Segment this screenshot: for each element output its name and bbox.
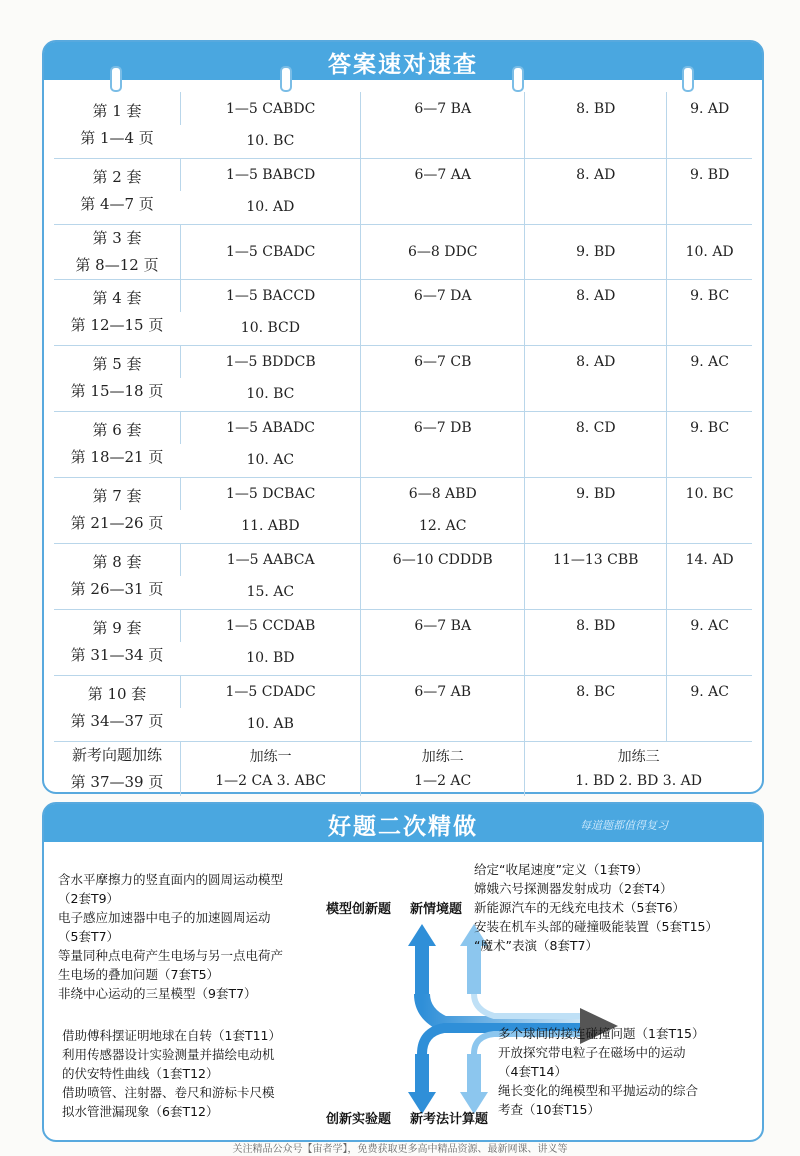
new-calc-list [498, 1024, 758, 1119]
answer-cell [525, 576, 667, 609]
answer-cell: 11—13 CBB [525, 543, 667, 576]
extra-cell-answer: 1—2 AC [414, 772, 472, 789]
answer-panel-header [44, 42, 762, 80]
answer-cell: 10. BCD [240, 320, 300, 337]
answer-cell: 6—7 AB [361, 675, 525, 708]
answer-cell: 9. AC [667, 609, 752, 642]
answer-cell [361, 576, 525, 609]
set-number: 第 6 套 [92, 421, 142, 439]
answer-cell: 6—7 BA [361, 92, 525, 125]
answer-cell: 1—5 BACCD [181, 279, 361, 312]
answer-cell [525, 125, 667, 158]
answer-cell: 10. BC [246, 386, 295, 403]
set-label [54, 411, 181, 477]
set-number: 第 10 套 [87, 685, 147, 703]
answer-cell: 1—5 BABCD [181, 158, 361, 191]
set-pages: 第 31—34 页 [70, 646, 164, 664]
extra-title: 新考向题加练 [71, 745, 162, 764]
answer-row [54, 158, 752, 191]
answer-cell: 9. BD [525, 224, 667, 279]
extra-cell-title: 加练三 [617, 748, 660, 765]
extra-cell-answer: 1. BD 2. BD 3. AD [575, 772, 702, 789]
answer-cell: 10. AD [246, 199, 295, 216]
set-label [54, 477, 181, 543]
answer-panel [42, 40, 764, 794]
extra-pages: 第 37—39 页 [70, 772, 164, 791]
review-panel-title: 好题二次精做 [328, 814, 478, 840]
answer-panel-title: 答案速对速查 [328, 52, 478, 78]
answer-row [54, 345, 752, 378]
set-label [54, 675, 181, 741]
answer-cell [667, 125, 752, 158]
extra-cell [181, 741, 361, 796]
binder-ring-icon [280, 66, 292, 92]
answer-cell: 8. BD [525, 92, 667, 125]
binder-ring-icon [512, 66, 524, 92]
category-experiment-label: 创新实验题 [326, 1112, 392, 1127]
arrow-main-1 [422, 994, 584, 1024]
answer-cell [525, 378, 667, 411]
new-situation-list [474, 860, 760, 955]
set-pages: 第 21—26 页 [70, 514, 164, 532]
answer-cell: 6—7 AA [361, 158, 525, 191]
answer-cell [667, 444, 752, 477]
answer-cell: 10. BC [667, 477, 752, 510]
answer-cell: 8. AD [525, 158, 667, 191]
model-innovation-list [58, 870, 338, 1003]
answer-cell: 9. BC [667, 279, 752, 312]
answer-cell: 10. BD [246, 650, 295, 667]
review-item: “魔术”表演（8套T7） [474, 938, 598, 953]
answer-row [54, 543, 752, 576]
answer-cell [525, 642, 667, 675]
set-pages: 第 12—15 页 [70, 316, 164, 334]
review-item: （2套T9） [58, 891, 120, 906]
answer-cell: 1—5 BDDCB [181, 345, 361, 378]
set-pages: 第 18—21 页 [70, 448, 164, 466]
review-item: 电子感应加速器中电子的加速圆周运动 [58, 910, 271, 925]
extra-cell [361, 741, 525, 796]
answer-cell: 6—7 BA [361, 609, 525, 642]
answer-cell: 10. AD [667, 224, 752, 279]
answer-cell: 6—7 DB [361, 411, 525, 444]
category-model-label: 模型创新题 [326, 902, 392, 917]
category-situation-label: 新情境题 [410, 902, 463, 917]
answer-cell: 9. AC [667, 345, 752, 378]
answer-cell: 9. BD [525, 477, 667, 510]
binder-ring-icon [682, 66, 694, 92]
answer-cell: 15. AC [246, 584, 295, 601]
answer-cell [667, 708, 752, 741]
answer-cell: 6—7 DA [361, 279, 525, 312]
extra-practice-row [54, 741, 752, 796]
answer-cell: 10. AB [246, 716, 294, 733]
answer-cell: 1—5 AABCA [181, 543, 361, 576]
answer-cell [361, 125, 525, 158]
extra-cell-answer: 1—2 CA 3. ABC [215, 772, 326, 789]
set-label [54, 345, 181, 411]
set-pages: 第 26—31 页 [70, 580, 164, 598]
answer-cell: 12. AC [361, 510, 525, 543]
answer-cell [667, 191, 752, 224]
footer-note: 关注精品公众号【宙者学】，免费获取更多高中精品资源、最新网课、讲义等 [232, 1144, 568, 1155]
review-item: 给定“收尾速度”定义（1套T9） [474, 862, 648, 877]
answer-row [54, 92, 752, 125]
extra-cell-title: 加练二 [421, 748, 464, 765]
answer-row [54, 411, 752, 444]
answer-cell: 1—5 CCDAB [181, 609, 361, 642]
set-number: 第 1 套 [92, 101, 142, 120]
set-label [54, 224, 181, 279]
extra-label [54, 741, 181, 796]
set-label [54, 92, 181, 158]
answer-cell: 9. BC [667, 411, 752, 444]
set-number: 第 8 套 [92, 553, 142, 571]
review-item: （4套T14） [498, 1064, 567, 1079]
set-number: 第 7 套 [92, 487, 142, 505]
set-label [54, 543, 181, 609]
answer-cell: 11. ABD [241, 518, 300, 535]
answer-cell: 1—5 CBADC [181, 224, 361, 279]
answer-table [54, 92, 752, 796]
answer-cell [361, 708, 525, 741]
arrow-up-model-head [408, 924, 436, 946]
answer-cell [525, 191, 667, 224]
answer-cell: 1—5 CDADC [181, 675, 361, 708]
set-pages: 第 34—37 页 [70, 712, 164, 730]
answer-cell: 8. BD [525, 609, 667, 642]
binder-ring-icon [110, 66, 122, 92]
review-item: 非绕中心运动的三星模型（9套T7） [58, 986, 257, 1001]
answer-cell: 8. AD [525, 279, 667, 312]
answer-row [54, 279, 752, 312]
answer-cell [667, 510, 752, 543]
answer-cell [525, 708, 667, 741]
answer-cell [525, 312, 667, 345]
set-pages: 第 8—12 页 [75, 255, 159, 274]
set-number: 第 5 套 [92, 355, 142, 373]
review-item: 新能源汽车的无线充电技术（5套T6） [474, 900, 686, 915]
review-item: 利用传感器设计实验测量并描绘电动机 [62, 1047, 275, 1062]
answer-cell [361, 312, 525, 345]
answer-cell: 1—5 DCBAC [181, 477, 361, 510]
answer-cell [667, 642, 752, 675]
review-panel-header [44, 804, 762, 842]
review-item: 含水平摩擦力的竖直面内的圆周运动模型 [58, 872, 284, 887]
answer-cell [667, 378, 752, 411]
review-panel [42, 802, 764, 1142]
review-panel-tagline: 每道题都值得复习 [580, 819, 668, 832]
answer-cell: 6—10 CDDDB [361, 543, 525, 576]
review-item: （5套T7） [58, 929, 120, 944]
set-number: 第 3 套 [92, 228, 142, 247]
answer-cell [667, 576, 752, 609]
answer-cell: 10. BC [246, 133, 295, 150]
answer-cell: 6—7 CB [361, 345, 525, 378]
review-item: 生电场的叠加问题（7套T5） [58, 967, 220, 982]
review-item: 的伏安特性曲线（1套T12） [62, 1066, 219, 1081]
set-label [54, 279, 181, 345]
review-item: 拟水管泄漏现象（6套T12） [62, 1104, 219, 1119]
answer-cell: 14. AD [667, 543, 752, 576]
answer-row [54, 224, 752, 279]
extra-cell-title: 加练一 [249, 748, 292, 765]
answer-cell [361, 444, 525, 477]
innovation-experiment-list [62, 1026, 332, 1121]
set-number: 第 4 套 [92, 289, 142, 307]
review-item: 等量同种点电荷产生电场与另一点电荷产 [58, 948, 284, 963]
review-item: 借助喷管、注射器、卷尺和游标卡尺模 [62, 1085, 275, 1100]
set-label [54, 609, 181, 675]
set-label [54, 158, 181, 224]
answer-row [54, 609, 752, 642]
review-item: 安装在机车头部的碰撞吸能装置（5套T15） [474, 919, 718, 934]
set-number: 第 2 套 [92, 168, 142, 186]
set-pages: 第 4—7 页 [80, 195, 154, 213]
extra-cell [525, 741, 752, 796]
review-item: 绳长变化的绳模型和平抛运动的综合 [498, 1083, 699, 1098]
answer-cell: 6—8 DDC [361, 224, 525, 279]
answer-cell: 1—5 ABADC [181, 411, 361, 444]
answer-row [54, 477, 752, 510]
review-item: 考查（10套T15） [498, 1102, 600, 1117]
answer-cell [361, 642, 525, 675]
answer-cell: 8. BC [525, 675, 667, 708]
answer-cell: 6—8 ABD [361, 477, 525, 510]
answer-cell: 1—5 CABDC [181, 92, 361, 125]
set-pages: 第 15—18 页 [70, 382, 164, 400]
answer-cell: 8. AD [525, 345, 667, 378]
category-calc-label: 新考法计算题 [410, 1112, 489, 1127]
answer-cell: 9. BD [667, 158, 752, 191]
review-item: 嫦娥六号探测器发射成功（2套T4） [474, 881, 673, 896]
answer-cell: 8. CD [525, 411, 667, 444]
review-item: 多个球间的接连碰撞问题（1套T15） [498, 1026, 705, 1041]
answer-cell [525, 510, 667, 543]
answer-cell [361, 378, 525, 411]
answer-cell: 9. AD [667, 92, 752, 125]
set-pages: 第 1—4 页 [80, 128, 154, 147]
set-number: 第 9 套 [92, 619, 142, 637]
answer-cell [667, 312, 752, 345]
answer-cell [361, 191, 525, 224]
answer-row [54, 675, 752, 708]
arrow-main-2 [474, 994, 584, 1016]
review-item: 开放探究带电粒子在磁场中的运动 [498, 1045, 686, 1060]
answer-cell: 10. AC [246, 452, 295, 469]
review-item: 借助傅科摆证明地球在自转（1套T11） [62, 1028, 281, 1043]
answer-cell: 9. AC [667, 675, 752, 708]
answer-cell [525, 444, 667, 477]
